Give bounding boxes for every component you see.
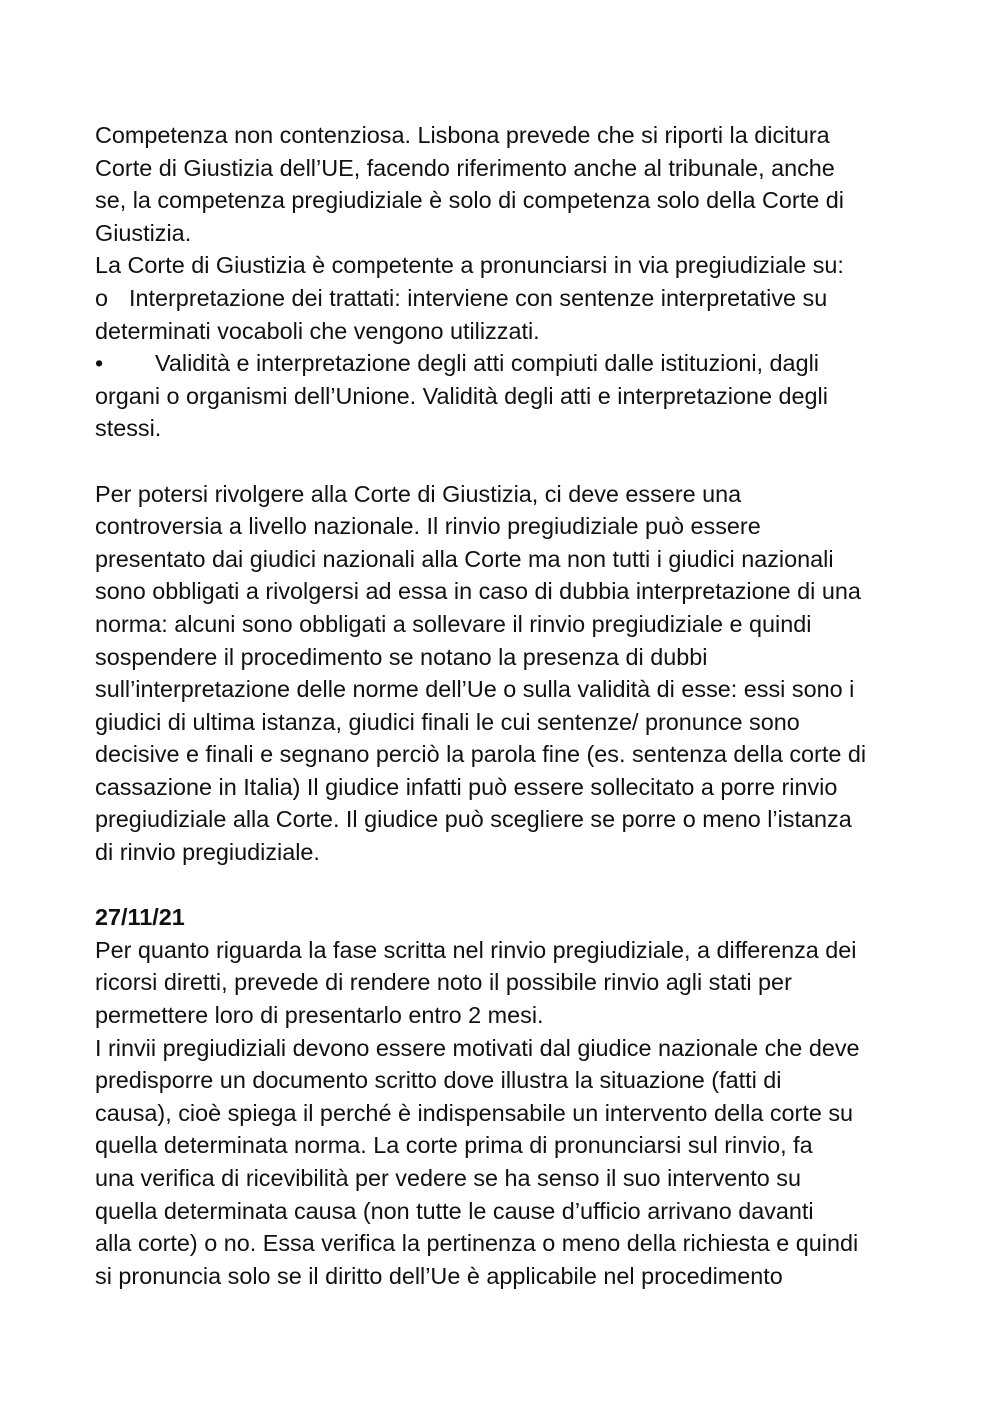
list-item [95,282,905,315]
text-line: se, la competenza pregiudiziale è solo di competenza solo della Corte di [95,187,844,214]
text-line: decisive e finali e segnano perciò la parola fine (es. sentenza della corte di [95,741,867,768]
text-line: presentato dai giudici nazionali alla Corte ma non tutti i giudici nazionali [95,545,834,572]
text-line: Corte di Giustizia dell’UE, facendo riferimento anche al tribunale, anche [95,154,835,181]
text-line: permettere loro di presentarlo entro 2 mesi. [95,1002,544,1029]
text-line: Per potersi rivolgere alla Corte di Giustizia, ci deve essere una [95,480,742,507]
text-line: una verifica di ricevibilità per vedere se ha senso il suo intervento su [95,1165,801,1191]
list-item [95,347,905,380]
text-line: si pronuncia solo se il diritto dell’Ue è applicabile nel procedimento [95,1262,783,1289]
blank-line [95,869,905,902]
text-line: pregiudiziale alla Corte. Il giudice può scegliere se porre o meno l’istanza [95,806,852,833]
text-line: La Corte di Giustizia è competente a pronunciarsi in via pregiudiziale su: [95,252,844,279]
text-line: cassazione in Italia) Il giudice infatti può essere sollecitato a porre rinvio [95,773,838,800]
list-item-continuation: stessi. [95,415,162,442]
text-line: Competenza non contenziosa. Lisbona prevede che si riporti la dicitura [95,122,830,148]
text-line: sono obbligati a rivolgersi ad essa in caso di dubbia interpretazione di una [95,578,861,605]
text-line: Giustizia. [95,219,192,246]
text-line: quella determinata norma. La corte prima di pronunciarsi sul rinvio, fa [95,1132,813,1159]
text-line: predisporre un documento scritto dove illustra la situazione (fatti di [95,1067,782,1094]
list-item-text: Interpretazione dei trattati: interviene con sentenze interpretative su [129,284,828,311]
list-marker: o [95,284,109,311]
text-line: sull’interpretazione delle norme dell’Ue o sulla validità di esse: essi sono i [95,676,855,703]
text-line: quella determinata causa (non tutte le cause d’ufficio arrivano davanti [95,1197,814,1224]
blank-line [95,445,905,478]
text-line: giudici di ultima istanza, giudici finali le cui sentenze/ pronunce sono [95,708,800,735]
text-line: di rinvio pregiudiziale. [95,839,320,866]
text-line: Per quanto riguarda la fase scritta nel rinvio pregiudiziale, a differenza dei [95,936,857,963]
text-line: I rinvii pregiudiziali devono essere motivati dal giudice nazionale che deve [95,1034,860,1061]
text-line: controversia a livello nazionale. Il rinvio pregiudiziale può essere [95,513,761,540]
text-line: ricorsi diretti, prevede di rendere noto il possibile rinvio agli stati per [95,969,792,996]
document-body [95,119,905,1292]
list-item-continuation: organi o organismi dell’Unione. Validità degli atti e interpretazione degli [95,382,828,409]
date-heading: 27/11/21 [95,904,185,931]
list-item-continuation: determinati vocaboli che vengono utilizzati. [95,317,540,344]
list-item-text: Validità e interpretazione degli atti compiuti dalle istituzioni, dagli [155,350,819,377]
bullet-icon: • [95,350,104,377]
text-line: norma: alcuni sono obbligati a sollevare il rinvio pregiudiziale e quindi [95,610,812,637]
text-line: alla corte) o no. Essa verifica la pertinenza o meno della richiesta e quindi [95,1230,859,1257]
text-line: causa), cioè spiega il perché è indispensabile un intervento della corte su [95,1099,854,1126]
text-line: sospendere il procedimento se notano la presenza di dubbi [95,643,708,670]
